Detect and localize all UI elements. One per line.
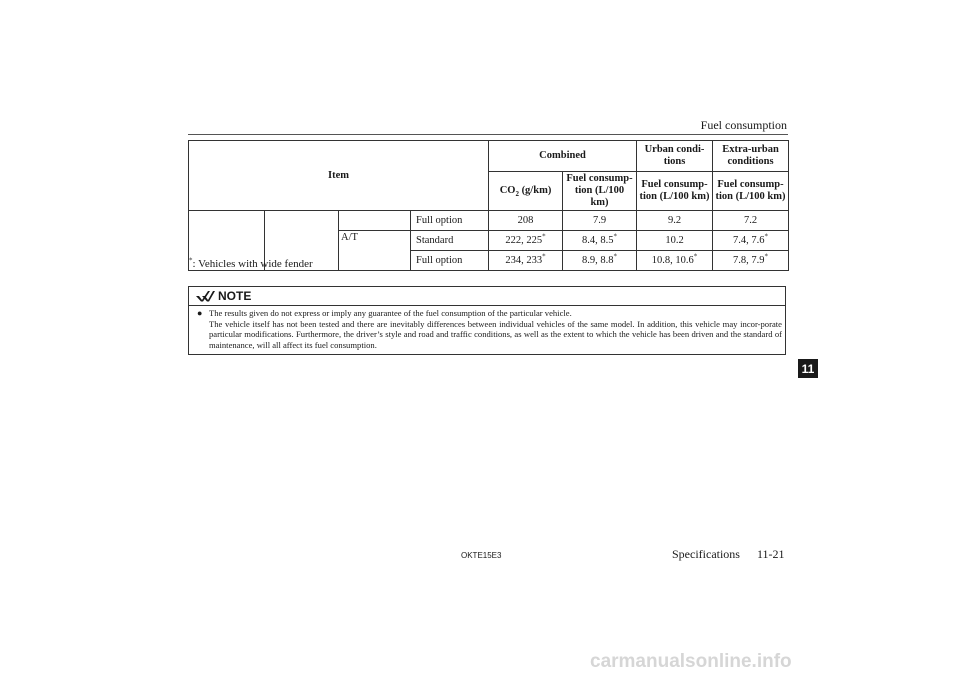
- note-divider: [189, 305, 785, 306]
- note-paragraph: The vehicle itself has not been tested and there are inevitably differences between individual vehicles of the same model. In addition, this vehicle may incor-porate particular modifications. Furthermore, the driver’s style and road and traffic conditions, as well as the extent to which the vehicle has been driven and the standard of maintenance, will all affect its fuel consumption.: [209, 318, 782, 350]
- co2-cell: 234, 233*: [489, 251, 563, 271]
- bullet-icon: ●: [197, 308, 203, 318]
- item-header: Item: [189, 141, 489, 211]
- urban-header: Urban condi-tions: [637, 141, 713, 172]
- footnote-marker: *: [189, 256, 193, 265]
- footer-section-title: Specifications: [672, 547, 740, 561]
- combined-header: Combined: [489, 141, 637, 172]
- extra-urban-header: Extra-urban conditions: [713, 141, 789, 172]
- page-header-title: Fuel consumption: [700, 118, 787, 132]
- blank-cell: [339, 211, 411, 231]
- footnote: [189, 258, 313, 270]
- urban-cell: 10.2: [637, 231, 713, 251]
- document-code: OKTE15E3: [461, 551, 502, 560]
- watermark: carmanualsonline.info: [590, 651, 792, 672]
- co2-cell: 222, 225*: [489, 231, 563, 251]
- note-text: [209, 308, 782, 350]
- extra-urban-cell: 7.4, 7.6*: [713, 231, 789, 251]
- option-cell: Full option: [411, 211, 489, 231]
- combined-fuel-header: Fuel consump-tion (L/100 km): [563, 172, 637, 211]
- note-title: NOTE: [218, 289, 252, 303]
- co2-header: $CO_2$ (g/km): [489, 172, 563, 211]
- note-box: [188, 286, 786, 355]
- checkmark-icon: [195, 290, 215, 302]
- transmission-cell: A/T: [339, 231, 411, 271]
- combined-cell: 8.9, 8.8*: [563, 251, 637, 271]
- header-divider: [188, 134, 788, 135]
- co2-cell: 208: [489, 211, 563, 231]
- option-cell: Standard: [411, 231, 489, 251]
- chapter-tab: 11: [798, 359, 818, 378]
- extra-urban-fuel-header: Fuel consump-tion (L/100 km): [713, 172, 789, 211]
- page-number: 11-21: [757, 547, 785, 561]
- combined-cell: 7.9: [563, 211, 637, 231]
- urban-cell: 9.2: [637, 211, 713, 231]
- extra-urban-cell: 7.8, 7.9*: [713, 251, 789, 271]
- urban-cell: 10.8, 10.6*: [637, 251, 713, 271]
- table-row: [189, 211, 789, 231]
- note-body: [197, 308, 782, 350]
- footnote-text: : Vehicles with wide fender: [192, 258, 313, 270]
- extra-urban-cell: 7.2: [713, 211, 789, 231]
- note-header: [195, 289, 251, 303]
- urban-fuel-header: Fuel consump-tion (L/100 km): [637, 172, 713, 211]
- note-paragraph: The results given do not express or imply any guarantee of the fuel consumption of the particular vehicle.: [209, 308, 572, 318]
- combined-cell: 8.4, 8.5*: [563, 231, 637, 251]
- fuel-consumption-table: [188, 140, 789, 271]
- option-cell: Full option: [411, 251, 489, 271]
